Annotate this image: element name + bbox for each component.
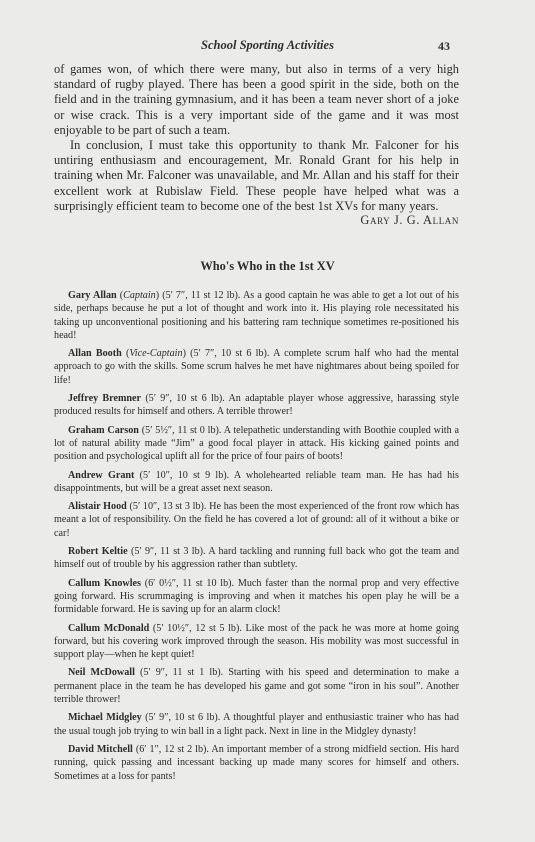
player-profile [54, 469, 459, 496]
player-stats: (5′ 9″, 10 st 6 lb). [145, 393, 225, 405]
player-description: As a good captain he was able to get a lot out of his side, perhaps because he put a lot of thought and work into it. His playing role necessitated his taking up unconventional positioning and his battering ram technique sometimes re-positioned his head! [54, 290, 459, 341]
player-stats: (5′ 7″, 10 st 6 lb). [190, 348, 270, 360]
player-name: Callum Knowles [68, 577, 141, 589]
player-profiles [54, 289, 459, 788]
player-name: Gary Allan [68, 290, 117, 301]
player-name: Jeffrey Bremner [68, 393, 142, 405]
player-profile [54, 424, 459, 464]
player-name: Allan Booth [68, 348, 122, 360]
player-stats: (5′ 10″, 10 st 9 lb). [139, 469, 230, 481]
player-profile [54, 577, 459, 617]
team-report [54, 62, 459, 228]
player-description: A complete scrum half who had the mental approach to go with the skills. Some scrum halves he met have nightmares about being spoiled for life! [54, 348, 459, 386]
player-description: An important member of a strong midfield section. His hard running, quick passing and incessant backing up made many scores for himself and others. Sometimes at a loss for pants! [54, 743, 460, 782]
player-description: He has been the most experienced of the front row which has meant a lot of responsibility. On the field he has covered a lot of ground: all of it without a bike or car! [54, 501, 460, 539]
player-profile [54, 743, 459, 783]
player-name: Michael Midgley [68, 712, 142, 724]
player-stats: (6′ 0½″, 11 st 10 lb). [144, 577, 235, 589]
player-stats: (5′ 5½″, 11 st 0 lb). [141, 424, 222, 436]
player-name: Callum McDonald [68, 622, 150, 634]
report-paragraph: In conclusion, I must take this opportunity to thank Mr. Falconer for his untiring enthusiasm and encouragement, Mr. Ronald Grant for his help in training when Mr. Falconer was unavailable, and Mr. Allan and his staff for their excellent work at Rubislaw Field. These people have helped what was a surprisingly efficient team to become one of the best 1st XVs for many years. [54, 138, 459, 213]
player-profile: Allan Booth (Vice-Captain) (5′ 7″, 10 st 6 lb). A complete scrum half who had the mental approach to go with the skills. Some scrum halves he met have nightmares about being spoiled for life! [54, 348, 459, 386]
page-number: 43 [438, 39, 450, 53]
player-profile [54, 392, 459, 419]
player-stats: (5′ 10″, 13 st 3 lb). [129, 501, 207, 513]
player-name: Graham Carson [68, 424, 139, 436]
player-description: A hard tackling and running full back who got the team and himself out of trouble by his aggression rather than subtlety. [54, 546, 460, 571]
player-profile [54, 500, 459, 540]
player-stats: (5′ 10½″, 12 st 5 lb). [152, 622, 242, 634]
player-profile [54, 666, 459, 706]
report-signature: Gary J. G. Allan [360, 213, 459, 228]
player-profile [54, 622, 459, 662]
player-profile [54, 711, 459, 738]
player-stats: (5′ 7″, 11 st 12 lb). [162, 290, 241, 301]
player-stats: (5′ 9″, 10 st 6 lb). [145, 712, 221, 724]
page-header [0, 38, 535, 58]
running-title: School Sporting Activities [201, 38, 334, 52]
player-description: Starting with his speed and determination to make a permanent place in the team he has developed his game and got some “iron in his soul”. Another terrible thrower! [54, 667, 459, 706]
player-profile [54, 545, 459, 572]
player-description: A telepathetic understanding with Boothie coupled with a lot of natural ability made “Jim” a good focal player in attack. His kicking gained points and position and psychological uplift all for the price of four pairs of boots! [54, 424, 460, 463]
player-name: Andrew Grant [68, 469, 135, 481]
player-description: Much faster than the normal prop and very effective going forward. His scrummaging is improving and when it matches his open play he will be a formidable forward. He is saving up for an alarm clock! [54, 577, 460, 616]
player-description: A thoughtful player and enthusiastic trainer who has had the usual tough job trying to win ball in a light pack. Next in line in the Midgley dynasty! [54, 712, 459, 737]
player-description: An adaptable player whose aggressive, harassing style produced results for himself and others. A terrible thrower! [54, 393, 459, 418]
player-name: David Mitchell [68, 743, 133, 755]
player-description: A wholehearted reliable team man. He has had his disappointments, but will be a great asset next season. [54, 469, 459, 494]
player-role: Vice-Captain [129, 348, 183, 360]
player-name: Robert Keltie [68, 546, 128, 558]
player-profile: Gary Allan (Captain) (5′ 7″, 11 st 12 lb). As a good captain he was able to get a lot out of his side, perhaps because he put a lot of thought and work into it. His playing role necessitated his taking up unconventional positioning and his battering ram technique sometimes re-positioned his head! [54, 290, 459, 341]
section-title: Who's Who in the 1st XV [200, 259, 335, 273]
player-stats: (6′ 1″, 12 st 2 lb). [135, 743, 209, 755]
player-stats: (5′ 9″, 11 st 1 lb). [140, 667, 224, 679]
player-description: Like most of the pack he was more at home going forward, but his covering work improved through the season. His mobility was most successful in support play—when he kept quiet! [54, 622, 459, 661]
report-paragraph: of games won, of which there were many, but also in terms of a very high standard of rugby played. There has been a good spirit in the side, both on the field and in the training gymnasium, and it has been a team never short of a joke or wise crack. This is a very important side of the game and it was most enjoyable to be part of such a team. [54, 62, 459, 137]
player-name: Neil McDowall [68, 667, 135, 679]
player-name: Alistair Hood [68, 501, 127, 513]
player-stats: (5′ 9″, 11 st 3 lb). [130, 546, 206, 558]
player-role: Captain [123, 290, 156, 301]
